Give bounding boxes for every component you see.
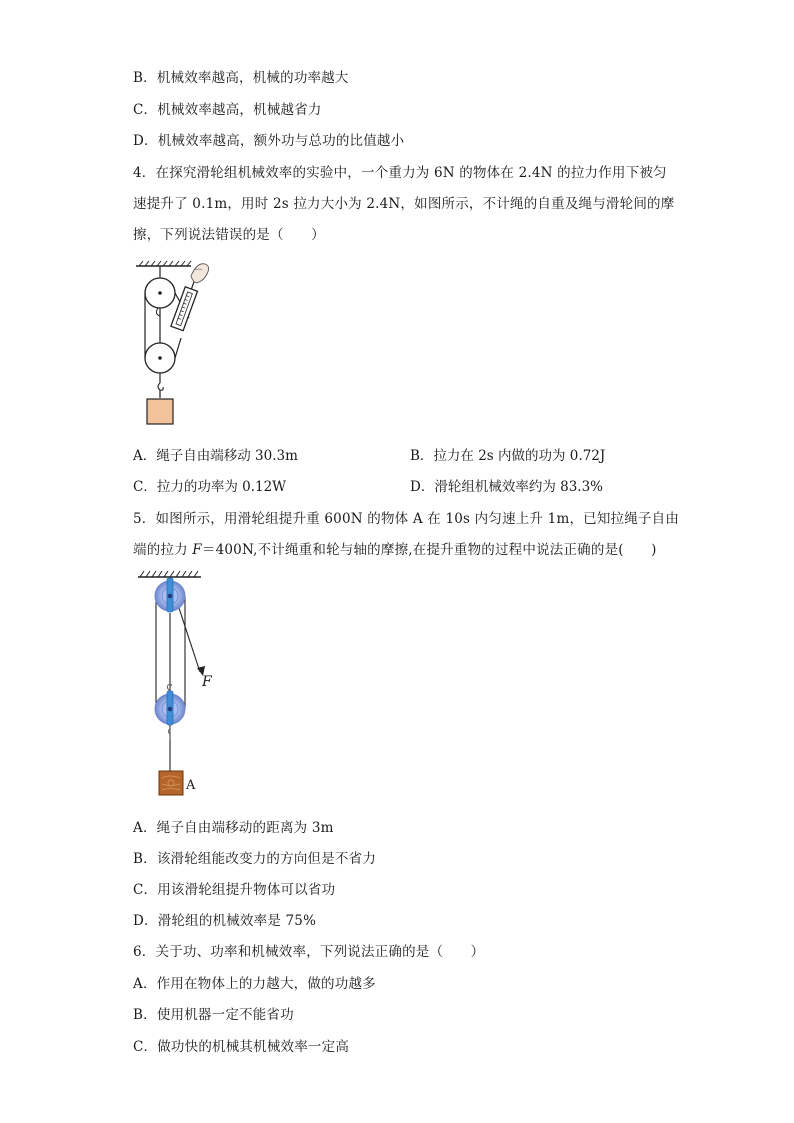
q4-stem-line3: 擦，下列说法错误的是（ ） bbox=[133, 227, 325, 243]
force-variable: F bbox=[192, 542, 202, 558]
q6-option-b: B．使用机器一定不能省功 bbox=[133, 1007, 294, 1023]
q5-option-d: D．滑轮组的机械效率是 75% bbox=[133, 913, 317, 929]
q4-stem-line2: 速提升了 0.1m，用时 2s 拉力大小为 2.4N，如图所示，不计绳的自重及绳与滑轮间的摩 bbox=[133, 196, 675, 212]
q6-stem: 6．关于功、功率和机械效率，下列说法正确的是（ ） bbox=[133, 944, 485, 960]
q5-option-b: B．该滑轮组能改变力的方向但是不省力 bbox=[133, 851, 377, 867]
q5-stem-line2: 端的拉力 F＝400N,不计绳重和轮与轴的摩擦,在提升重物的过程中说法正确的是( ) bbox=[133, 542, 657, 558]
q5-load-block bbox=[159, 771, 183, 795]
q3-option-d: D．机械效率越高，额外功与总功的比值越小 bbox=[133, 133, 405, 149]
q4-option-b: B．拉力在 2s 内做的功为 0.72J bbox=[410, 448, 606, 464]
q4-pulley-figure bbox=[133, 258, 223, 428]
q5-block-label: A bbox=[186, 778, 196, 793]
q4-option-a: A．绳子自由端移动 30.3m bbox=[133, 448, 298, 464]
q4-option-c: C．拉力的功率为 0.12W bbox=[133, 479, 287, 495]
q4-stem-line1: 4．在探究滑轮组机械效率的实验中，一个重力为 6N 的物体在 2.4N 的拉力作用下被匀 bbox=[133, 165, 667, 181]
q6-option-c: C．做功快的机械其机械效率一定高 bbox=[133, 1039, 350, 1055]
q5-force-label: F bbox=[202, 674, 212, 690]
q5-option-c: C．用该滑轮组提升物体可以省功 bbox=[133, 882, 336, 898]
q5-option-a: A．绳子自由端移动的距离为 3m bbox=[133, 820, 334, 836]
q6-option-a: A．作用在物体上的力越大，做的功越多 bbox=[133, 976, 376, 992]
q5-stem-line1: 5．如图所示，用滑轮组提升重 600N 的物体 A 在 10s 内匀速上升 1m，已知拉绳子自由 bbox=[133, 511, 680, 527]
q5-pulley-figure bbox=[133, 568, 223, 800]
q3-option-c: C．机械效率越高，机械越省力 bbox=[133, 102, 322, 118]
q3-option-b: B．机械效率越高，机械的功率越大 bbox=[133, 70, 349, 86]
q4-option-d: D．滑轮组机械效率约为 83.3% bbox=[410, 479, 604, 495]
q4-load-block bbox=[147, 399, 173, 424]
